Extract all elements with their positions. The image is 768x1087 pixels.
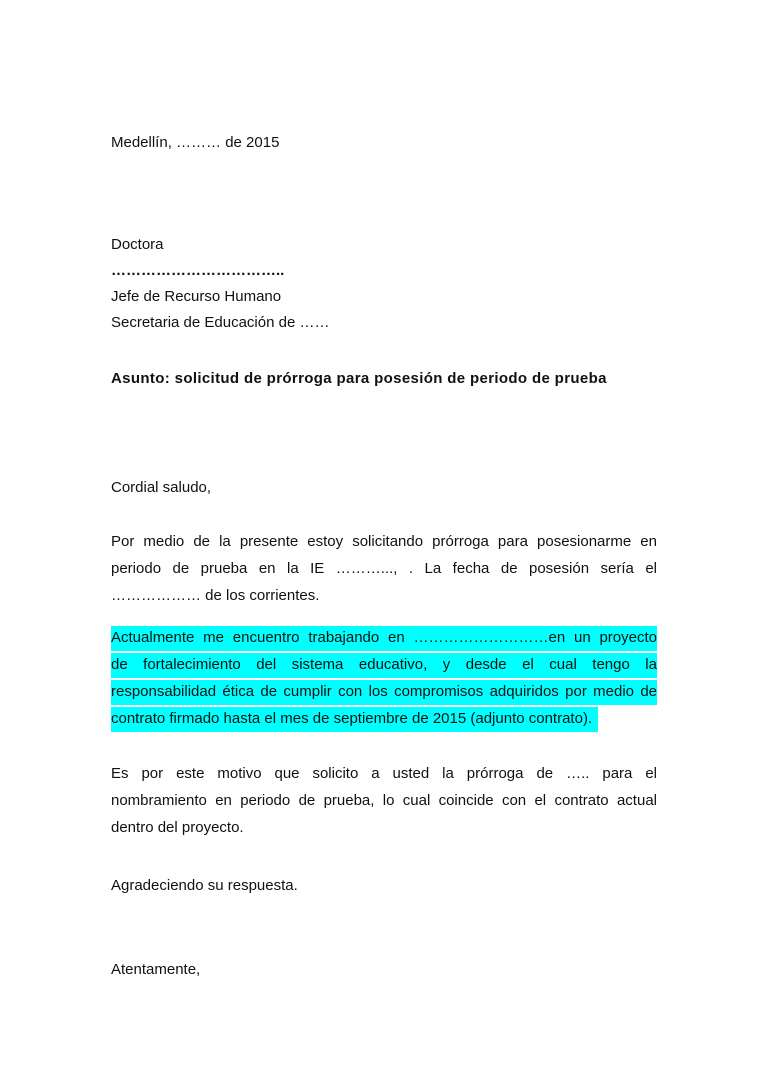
paragraph-line: Es por este motivo que solicito a usted la prórroga de ….. para el [111, 765, 657, 782]
paragraph-line: Por medio de la presente estoy solicitando prórroga para posesionarme en [111, 533, 657, 550]
recipient-name-placeholder: …………………………….. [111, 262, 285, 279]
signoff: Atentamente, [111, 961, 201, 978]
subject-line: Asunto: solicitud de prórroga para posesión de periodo de prueba [111, 370, 607, 387]
closing-thanks: Agradeciendo su respuesta. [111, 877, 298, 894]
highlighted-text: contrato firmado hasta el mes de septiembre de 2015 (adjunto contrato [111, 710, 583, 727]
paragraph-line: ……………… de los corrientes. [111, 587, 320, 604]
recipient-title: Doctora [111, 236, 164, 253]
paragraph-line: de fortalecimiento del sistema educativo, y desde el cual tengo la [111, 656, 657, 673]
paragraph-line: periodo de prueba en la IE ………..., . La fecha de posesión sería el [111, 560, 657, 577]
paragraph-line: nombramiento en periodo de prueba, lo cual coincide con el contrato actual [111, 792, 657, 809]
recipient-position: Jefe de Recurso Humano [111, 288, 282, 305]
recipient-organization: Secretaria de Educación de …… [111, 314, 330, 331]
greeting: Cordial saludo, [111, 479, 212, 496]
paragraph-tail: ). [582, 710, 593, 727]
paragraph-line: responsabilidad ética de cumplir con los compromisos adquiridos por medio de [111, 683, 657, 700]
paragraph-line: Actualmente me encuentro trabajando en ………………………en un proyecto [111, 629, 657, 646]
paragraph-line-last [111, 710, 592, 728]
date-line: Medellín, ……… de 2015 [111, 134, 280, 151]
paragraph-line: dentro del proyecto. [111, 819, 244, 836]
